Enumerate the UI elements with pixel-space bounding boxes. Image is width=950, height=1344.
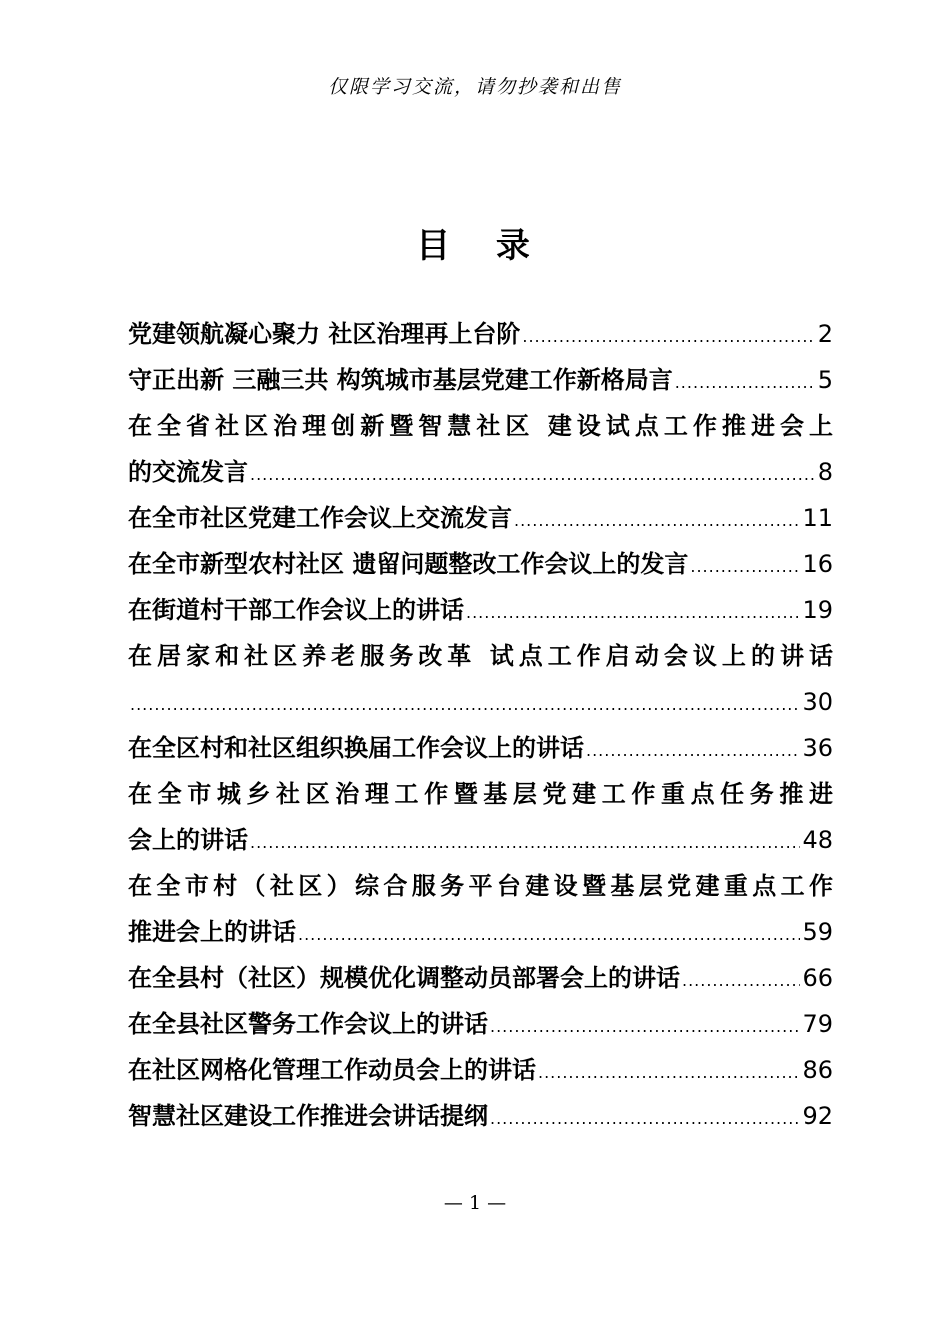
toc-entry[interactable]	[128, 1001, 833, 1047]
toc-page-number: 59	[802, 918, 833, 946]
toc-entry[interactable]	[128, 909, 833, 955]
toc-entry[interactable]	[128, 541, 833, 587]
toc-leader-dots	[130, 682, 800, 728]
toc-entry-title: 在全县村（社区）规模优化调整动员部署会上的讲话	[128, 964, 680, 992]
toc-page-number: 19	[802, 596, 833, 624]
toc-entry[interactable]	[128, 311, 833, 357]
toc-page-number: 92	[802, 1102, 833, 1130]
toc-entry[interactable]	[128, 817, 833, 863]
toc-page-number: 30	[802, 688, 833, 716]
toc-page-number: 36	[802, 734, 833, 762]
toc-page-number: 8	[817, 458, 833, 486]
toc-entry[interactable]	[128, 357, 833, 403]
toc-entry[interactable]	[128, 587, 833, 633]
toc-leader-dots	[675, 360, 816, 406]
toc-leader-dots	[466, 590, 800, 636]
toc-page-number: 86	[802, 1056, 833, 1084]
toc-entry[interactable]	[128, 495, 833, 541]
toc-page-number: 16	[802, 550, 833, 578]
toc-entry-line[interactable]	[128, 771, 833, 817]
toc-entry-title: 在街道村干部工作会议上的讲话	[128, 596, 464, 624]
page-title: 目 录	[416, 226, 534, 266]
toc-page-number: 79	[802, 1010, 833, 1038]
toc-entry[interactable]	[128, 725, 833, 771]
toc-entry-title: 在全市新型农村社区 遗留问题整改工作会议上的发言	[128, 550, 689, 578]
toc-leader-dots	[682, 958, 800, 1004]
toc-leader-dots	[690, 544, 800, 590]
toc-leader-dots	[538, 1050, 800, 1096]
toc-entry-title: 智慧社区建设工作推进会讲话提纲	[128, 1102, 488, 1130]
toc-page-number: 11	[802, 504, 833, 532]
toc-leader-dots	[490, 1096, 800, 1142]
toc-leader-dots	[250, 820, 800, 866]
toc-page-number: 48	[802, 826, 833, 854]
toc-entry-title: 在全市村（社区）综合服务平台建设暨基层党建重点工作	[128, 872, 833, 900]
toc-entry[interactable]	[128, 449, 833, 495]
table-of-contents	[128, 311, 833, 1139]
header-note: 仅限学习交流，请勿抄袭和出售	[327, 76, 622, 98]
toc-entry-title: 守正出新 三融三共 构筑城市基层党建工作新格局言	[128, 366, 673, 394]
toc-entry-title: 在全市城乡社区治理工作暨基层党建工作重点任务推进	[128, 780, 833, 808]
toc-leader-dots	[514, 498, 800, 544]
toc-entry-line[interactable]	[128, 633, 833, 679]
toc-entry-line[interactable]	[128, 403, 833, 449]
toc-leader-dots	[298, 912, 800, 958]
toc-entry[interactable]	[128, 1047, 833, 1093]
toc-entry-title: 在全县社区警务工作会议上的讲话	[128, 1010, 488, 1038]
toc-entry-line[interactable]	[128, 863, 833, 909]
toc-entry-title: 在社区网格化管理工作动员会上的讲话	[128, 1056, 536, 1084]
toc-page-number: 5	[817, 366, 833, 394]
toc-entry[interactable]	[128, 955, 833, 1001]
toc-page-number: 66	[802, 964, 833, 992]
toc-entry-title: 在全区村和社区组织换届工作会议上的讲话	[128, 734, 584, 762]
toc-entry-title: 在全省社区治理创新暨智慧社区 建设试点工作推进会上	[128, 412, 833, 440]
toc-entry[interactable]	[128, 1093, 833, 1139]
toc-entry-title: 在居家和社区养老服务改革 试点工作启动会议上的讲话	[128, 642, 833, 670]
toc-entry[interactable]	[128, 679, 833, 725]
toc-leader-dots	[586, 728, 800, 774]
toc-entry-title: 的交流发言	[128, 458, 248, 486]
toc-leader-dots	[250, 452, 816, 498]
toc-entry-title: 推进会上的讲话	[128, 918, 296, 946]
page-number: — 1 —	[443, 1192, 507, 1214]
toc-entry-title: 在全市社区党建工作会议上交流发言	[128, 504, 512, 532]
toc-page-number: 2	[817, 320, 833, 348]
toc-entry-title: 会上的讲话	[128, 826, 248, 854]
toc-leader-dots	[522, 314, 815, 360]
toc-entry-title: 党建领航凝心聚力 社区治理再上台阶	[128, 320, 521, 348]
toc-leader-dots	[490, 1004, 800, 1050]
